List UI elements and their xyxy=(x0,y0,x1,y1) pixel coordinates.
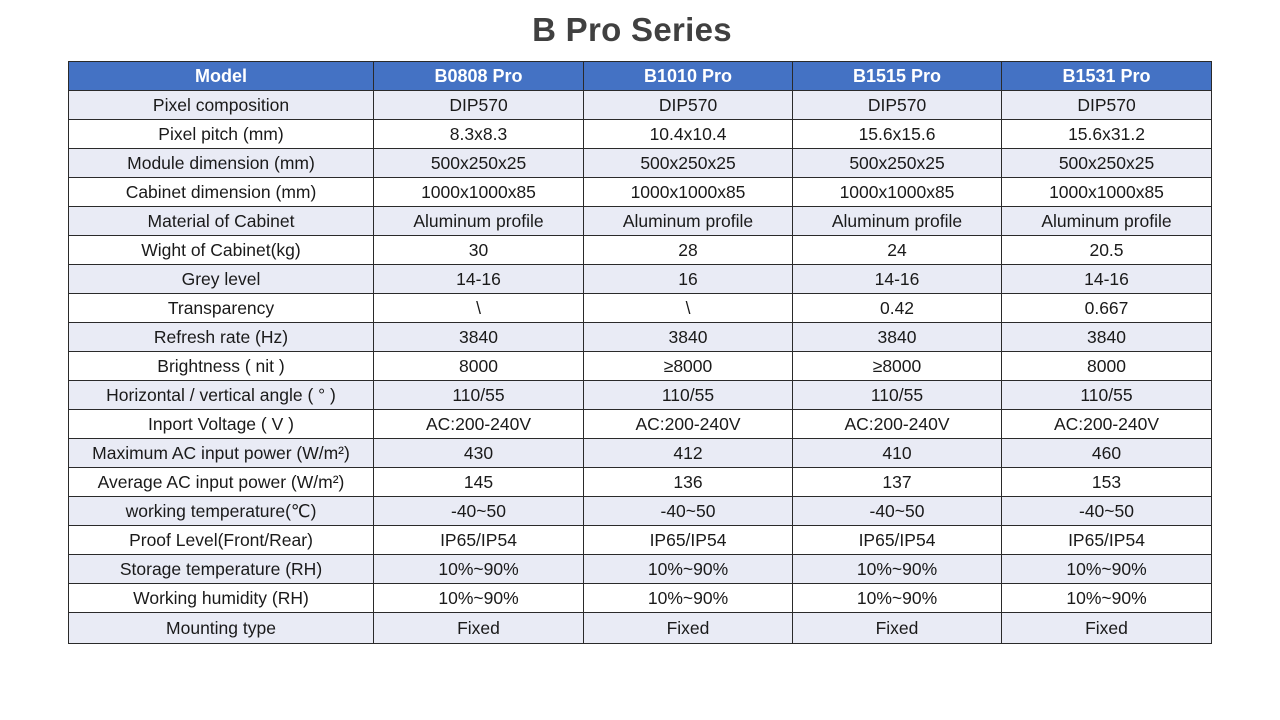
row-label: Material of Cabinet xyxy=(69,207,374,236)
header-b1515-pro: B1515 Pro xyxy=(793,62,1002,91)
table-cell: AC:200-240V xyxy=(793,410,1002,439)
table-cell: -40~50 xyxy=(1002,497,1212,526)
header-b0808-pro: B0808 Pro xyxy=(374,62,584,91)
table-cell: 10%~90% xyxy=(793,555,1002,584)
table-body xyxy=(69,91,1212,644)
row-label: Transparency xyxy=(69,294,374,323)
table-cell: AC:200-240V xyxy=(584,410,793,439)
header-b1531-pro: B1531 Pro xyxy=(1002,62,1212,91)
table-cell: 10%~90% xyxy=(1002,584,1212,613)
table-cell: 10%~90% xyxy=(584,555,793,584)
header-b1010-pro: B1010 Pro xyxy=(584,62,793,91)
table-cell: 412 xyxy=(584,439,793,468)
table-cell: 14-16 xyxy=(1002,265,1212,294)
table-cell: 110/55 xyxy=(584,381,793,410)
table-cell: 10%~90% xyxy=(1002,555,1212,584)
table-cell: IP65/IP54 xyxy=(584,526,793,555)
table-cell: 14-16 xyxy=(793,265,1002,294)
row-label: Mounting type xyxy=(69,613,374,644)
table-cell: 460 xyxy=(1002,439,1212,468)
table-cell: Aluminum profile xyxy=(584,207,793,236)
table-cell: ≥8000 xyxy=(584,352,793,381)
table-row xyxy=(69,555,1212,584)
table-row xyxy=(69,120,1212,149)
table-cell: 8.3x8.3 xyxy=(374,120,584,149)
row-label: Wight of Cabinet(kg) xyxy=(69,236,374,265)
table-cell: Aluminum profile xyxy=(374,207,584,236)
row-label: Average AC input power (W/m²) xyxy=(69,468,374,497)
table-cell: 136 xyxy=(584,468,793,497)
table-cell: 15.6x15.6 xyxy=(793,120,1002,149)
table-row xyxy=(69,584,1212,613)
table-cell: 110/55 xyxy=(793,381,1002,410)
page-title: B Pro Series xyxy=(532,11,732,48)
table-cell: 500x250x25 xyxy=(374,149,584,178)
table-cell: 10.4x10.4 xyxy=(584,120,793,149)
table-row xyxy=(69,178,1212,207)
table-row xyxy=(69,381,1212,410)
table-row xyxy=(69,613,1212,644)
table-cell: 410 xyxy=(793,439,1002,468)
table-cell: 24 xyxy=(793,236,1002,265)
row-label: Maximum AC input power (W/m²) xyxy=(69,439,374,468)
table-row xyxy=(69,410,1212,439)
table-cell: 8000 xyxy=(1002,352,1212,381)
table-cell: 10%~90% xyxy=(793,584,1002,613)
table-row xyxy=(69,439,1212,468)
table-cell: 137 xyxy=(793,468,1002,497)
table-cell: 1000x1000x85 xyxy=(584,178,793,207)
row-label: Module dimension (mm) xyxy=(69,149,374,178)
table-cell: 500x250x25 xyxy=(584,149,793,178)
table-cell: 145 xyxy=(374,468,584,497)
row-label: Working humidity (RH) xyxy=(69,584,374,613)
table-cell: 10%~90% xyxy=(584,584,793,613)
table-cell: 30 xyxy=(374,236,584,265)
row-label: Refresh rate (Hz) xyxy=(69,323,374,352)
table-cell: ≥8000 xyxy=(793,352,1002,381)
row-label: Pixel composition xyxy=(69,91,374,120)
table-row xyxy=(69,265,1212,294)
table-cell: 20.5 xyxy=(1002,236,1212,265)
row-label: working temperature(℃) xyxy=(69,497,374,526)
table-cell: 10%~90% xyxy=(374,584,584,613)
table-cell: 0.42 xyxy=(793,294,1002,323)
table-cell: IP65/IP54 xyxy=(793,526,1002,555)
table-cell: 1000x1000x85 xyxy=(1002,178,1212,207)
table-cell: 1000x1000x85 xyxy=(374,178,584,207)
spec-table xyxy=(68,61,1212,644)
header-model: Model xyxy=(69,62,374,91)
table-cell: Fixed xyxy=(374,613,584,644)
table-cell: Aluminum profile xyxy=(793,207,1002,236)
table-cell: 110/55 xyxy=(374,381,584,410)
row-label: Storage temperature (RH) xyxy=(69,555,374,584)
table-cell: 15.6x31.2 xyxy=(1002,120,1212,149)
row-label: Horizontal / vertical angle ( ° ) xyxy=(69,381,374,410)
table-cell: 1000x1000x85 xyxy=(793,178,1002,207)
row-label: Brightness ( nit ) xyxy=(69,352,374,381)
table-cell: 110/55 xyxy=(1002,381,1212,410)
table-row xyxy=(69,468,1212,497)
table-row xyxy=(69,207,1212,236)
table-cell: AC:200-240V xyxy=(1002,410,1212,439)
table-cell: 28 xyxy=(584,236,793,265)
table-cell: Aluminum profile xyxy=(1002,207,1212,236)
table-cell: DIP570 xyxy=(374,91,584,120)
table-cell: 3840 xyxy=(1002,323,1212,352)
table-cell: Fixed xyxy=(1002,613,1212,644)
table-cell: 3840 xyxy=(374,323,584,352)
table-cell: 8000 xyxy=(374,352,584,381)
table-cell: -40~50 xyxy=(793,497,1002,526)
row-label: Cabinet dimension (mm) xyxy=(69,178,374,207)
row-label: Inport Voltage ( V ) xyxy=(69,410,374,439)
table-row xyxy=(69,91,1212,120)
table-cell: IP65/IP54 xyxy=(374,526,584,555)
table-cell: Fixed xyxy=(584,613,793,644)
row-label: Grey level xyxy=(69,265,374,294)
row-label: Pixel pitch (mm) xyxy=(69,120,374,149)
table-cell: \ xyxy=(374,294,584,323)
row-label: Proof Level(Front/Rear) xyxy=(69,526,374,555)
table-row xyxy=(69,526,1212,555)
table-cell: DIP570 xyxy=(793,91,1002,120)
table-row xyxy=(69,352,1212,381)
table-cell: 3840 xyxy=(584,323,793,352)
table-cell: 500x250x25 xyxy=(793,149,1002,178)
table-row xyxy=(69,236,1212,265)
table-row xyxy=(69,497,1212,526)
table-cell: 16 xyxy=(584,265,793,294)
table-cell: -40~50 xyxy=(374,497,584,526)
table-row xyxy=(69,294,1212,323)
table-cell: -40~50 xyxy=(584,497,793,526)
table-cell: 153 xyxy=(1002,468,1212,497)
table-cell: IP65/IP54 xyxy=(1002,526,1212,555)
header-row xyxy=(69,62,1212,91)
table-cell: 10%~90% xyxy=(374,555,584,584)
table-cell: \ xyxy=(584,294,793,323)
table-cell: DIP570 xyxy=(584,91,793,120)
table-cell: 14-16 xyxy=(374,265,584,294)
table-cell: DIP570 xyxy=(1002,91,1212,120)
table-cell: 0.667 xyxy=(1002,294,1212,323)
table-row xyxy=(69,323,1212,352)
table-cell: 430 xyxy=(374,439,584,468)
table-cell: 500x250x25 xyxy=(1002,149,1212,178)
table-row xyxy=(69,149,1212,178)
table-cell: Fixed xyxy=(793,613,1002,644)
table-cell: 3840 xyxy=(793,323,1002,352)
table-cell: AC:200-240V xyxy=(374,410,584,439)
